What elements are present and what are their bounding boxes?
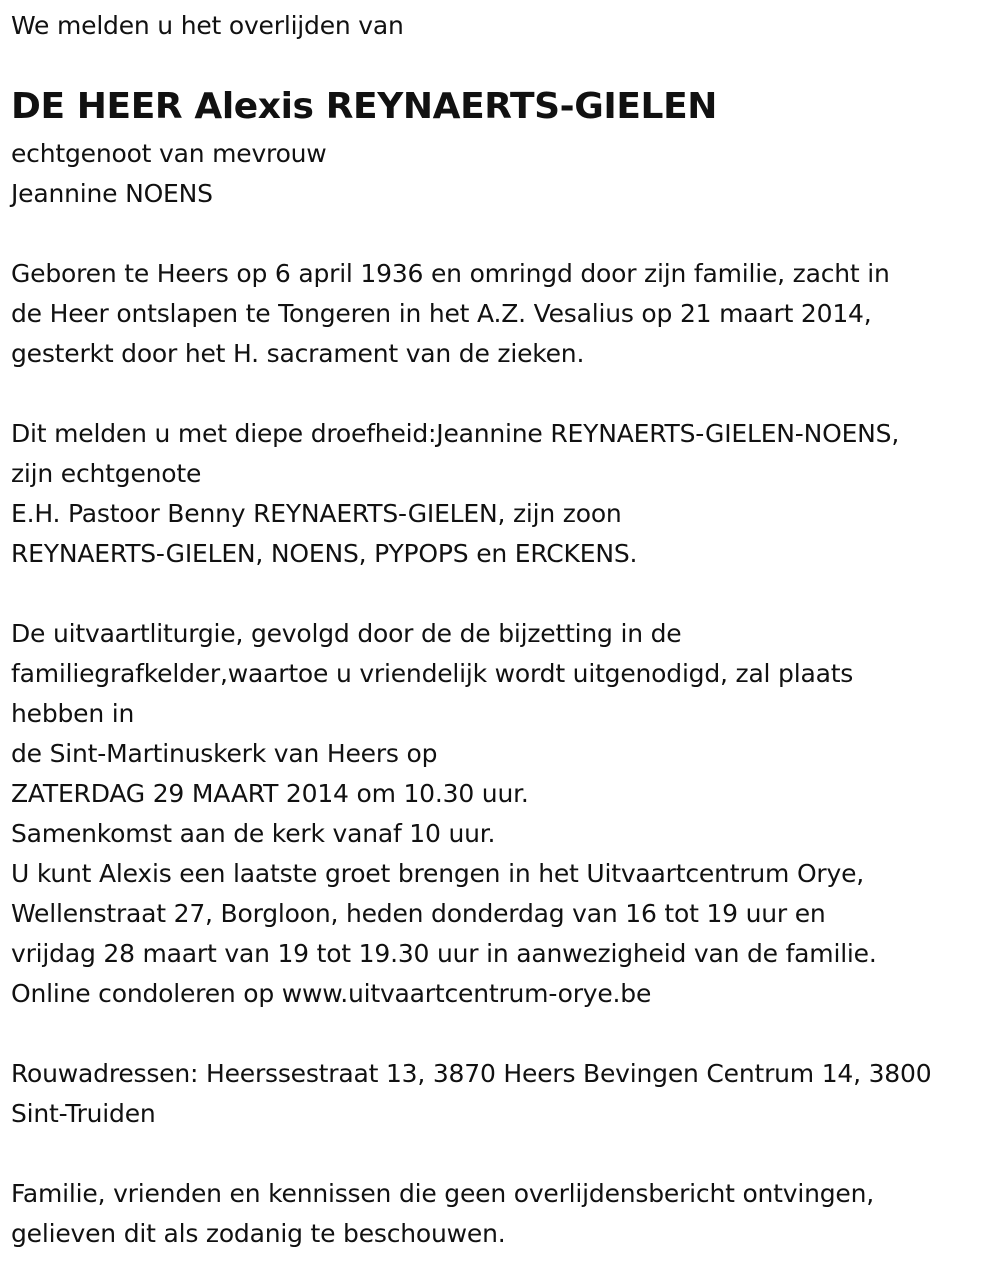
intro-text: We melden u het overlijden van [11, 11, 404, 40]
funeral-line: de Sint-Martinuskerk van Heers op [11, 739, 438, 768]
funeral-line: vrijdag 28 maart van 19 tot 19.30 uur in aanwezigheid van de familie. [11, 939, 877, 968]
birth-line: de Heer ontslapen te Tongeren in het A.Z. Vesalius op 21 maart 2014, [11, 299, 872, 328]
mourners-line: zijn echtgenote [11, 459, 202, 488]
funeral-line: hebben in [11, 699, 135, 728]
funeral-line: Wellenstraat 27, Borgloon, heden donderdag van 16 tot 19 uur en [11, 899, 826, 928]
mourners-line: Dit melden u met diepe droefheid:Jeannine REYNAERTS-GIELEN-NOENS, [11, 419, 900, 448]
funeral-line: De uitvaartliturgie, gevolgd door de de bijzetting in de [11, 619, 682, 648]
mourners-line: E.H. Pastoor Benny REYNAERTS-GIELEN, zijn zoon [11, 499, 622, 528]
spouse-line: echtgenoot van mevrouw [11, 139, 327, 168]
funeral-line: ZATERDAG 29 MAART 2014 om 10.30 uur. [11, 779, 529, 808]
funeral-line: familiegrafkelder,waartoe u vriendelijk wordt uitgenodigd, zal plaats [11, 659, 854, 688]
closing-line: gelieven dit als zodanig te beschouwen. [11, 1219, 506, 1248]
deceased-name: DE HEER Alexis REYNAERTS-GIELEN [11, 86, 718, 127]
spouse-block [11, 134, 327, 214]
funeral-line: U kunt Alexis een laatste groet brengen in het Uitvaartcentrum Orye, [11, 859, 865, 888]
spouse-line: Jeannine NOENS [11, 179, 213, 208]
addresses-paragraph [11, 1054, 931, 1134]
funeral-line: Online condoleren op www.uitvaartcentrum-orye.be [11, 979, 652, 1008]
closing-paragraph [11, 1174, 874, 1254]
addresses-line: Rouwadressen: Heerssestraat 13, 3870 Heers Bevingen Centrum 14, 3800 [11, 1059, 932, 1088]
birth-line: Geboren te Heers op 6 april 1936 en omringd door zijn familie, zacht in [11, 259, 890, 288]
addresses-line: Sint-Truiden [11, 1099, 156, 1128]
birth-line: gesterkt door het H. sacrament van de zieken. [11, 339, 585, 368]
mourners-line: REYNAERTS-GIELEN, NOENS, PYPOPS en ERCKENS. [11, 539, 638, 568]
birth-paragraph [11, 254, 890, 374]
funeral-line: Samenkomst aan de kerk vanaf 10 uur. [11, 819, 496, 848]
closing-line: Familie, vrienden en kennissen die geen overlijdensbericht ontvingen, [11, 1179, 875, 1208]
funeral-paragraph [11, 614, 877, 1014]
mourners-paragraph [11, 414, 899, 574]
